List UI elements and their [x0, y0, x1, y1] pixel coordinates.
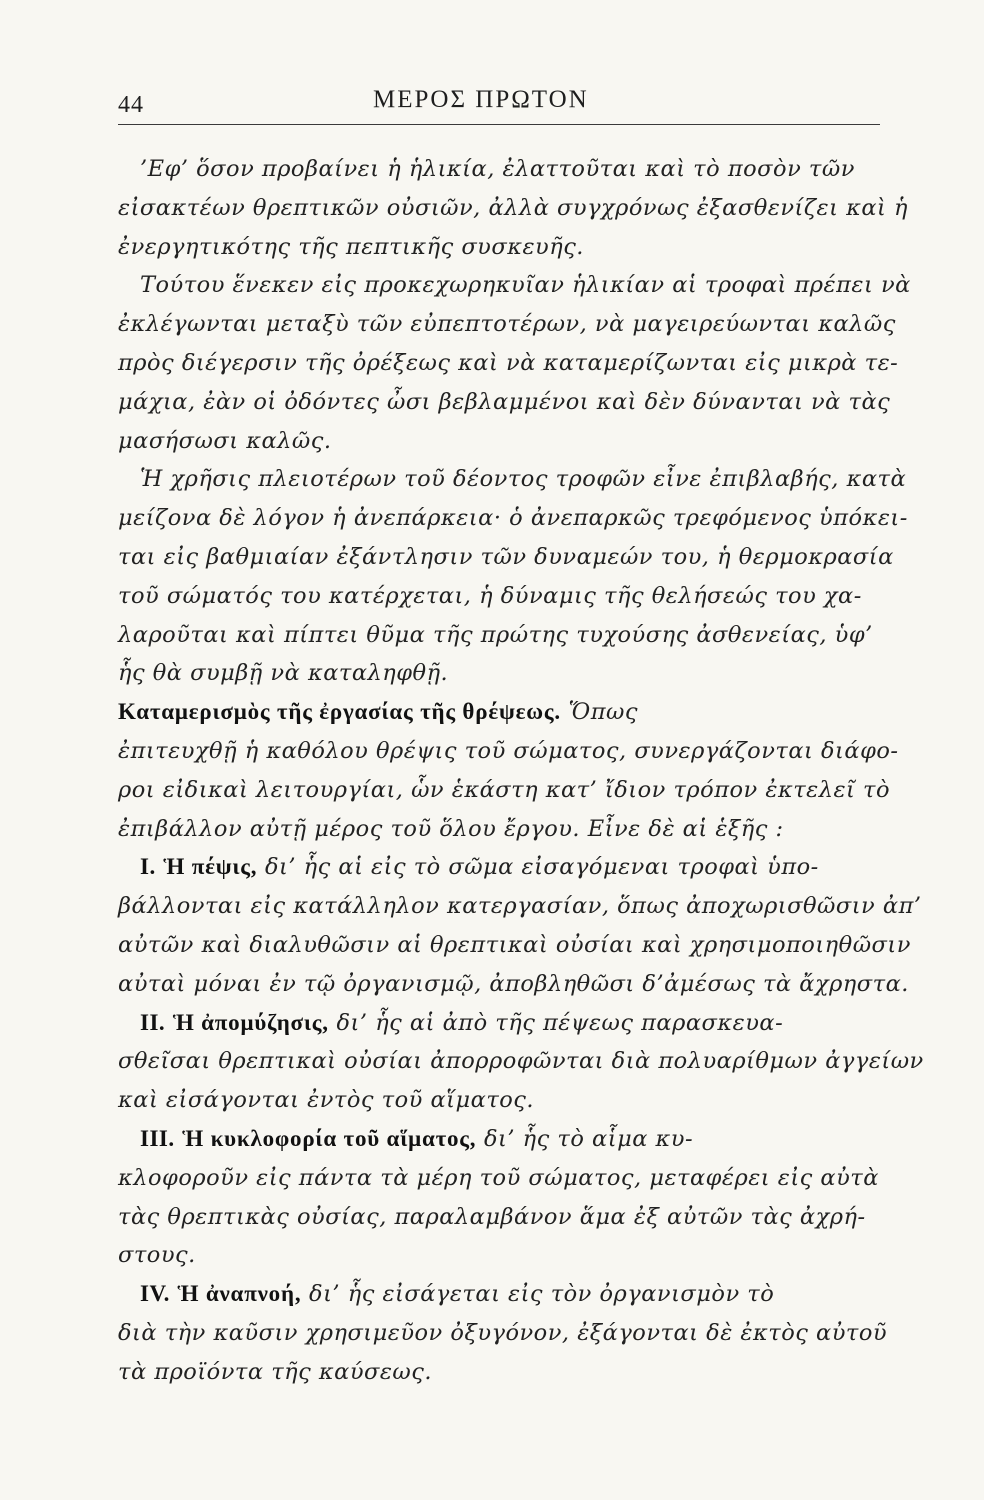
text-line: αὐταὶ μόναι ἐν τῷ ὀργανισμῷ, ἀποβληθῶσι δ’ἀμέσως τὰ ἄχρηστα. [118, 970, 909, 997]
item-term: Ἡ ἀναπνοή, [177, 1281, 302, 1307]
text-line: ροι εἰδικαὶ λειτουργίαι, ὧν ἑκάστη κατ’ ἴδιον τρόπον ἐκτελεῖ τὸ [118, 776, 891, 803]
text-line: πρὸς διέγερσιν τῆς ὀρέξεως καὶ νὰ καταμερίζωνται εἰς μικρὰ τε- [118, 349, 899, 376]
item-numeral: II. [140, 1009, 166, 1035]
header-rule [118, 124, 880, 125]
item-text: δι’ ἧς εἰσάγεται εἰς τὸν ὀργανισμὸν τὸ [309, 1281, 775, 1308]
item-line [118, 848, 898, 887]
text-line: ἐπιτευχθῇ ἡ καθόλου θρέψις τοῦ σώματος, συνεργάζονται διάφο- [118, 737, 899, 764]
section-heading: Καταμερισμὸς τῆς ἐργασίας τῆς θρέψεως. [118, 699, 561, 725]
item-line [118, 1120, 898, 1159]
text-line: μασήσωσι καλῶς. [118, 427, 332, 454]
item-line [118, 1275, 898, 1314]
page-header [118, 86, 884, 126]
text-line: λαροῦται καὶ πίπτει θῦμα τῆς πρώτης τυχούσης ἀσθενείας, ὑφ’ [118, 621, 873, 648]
item-numeral: IV. [140, 1281, 170, 1307]
item-text: δι’ ἧς τὸ αἷμα κυ- [484, 1125, 694, 1152]
text-line: τοῦ σώματός του κατέρχεται, ἡ δύναμις τῆς θελήσεώς του χα- [118, 582, 862, 609]
text-line: τὰ προϊόντα τῆς καύσεως. [118, 1358, 433, 1385]
text-line: μάχια, ἐὰν οἱ ὀδόντες ὦσι βεβλαμμένοι καὶ δὲν δύνανται νὰ τὰς [118, 388, 891, 415]
text-line: καὶ εἰσάγονται ἐντὸς τοῦ αἵματος. [118, 1087, 535, 1114]
text-line: διὰ τὴν καῦσιν χρησιμεῦον ὀξυγόνον, ἐξάγονται δὲ ἐκτὸς αὐτοῦ [118, 1319, 888, 1346]
item-numeral: III. [140, 1125, 175, 1151]
text-line: Ἡ χρῆσις πλειοτέρων τοῦ δέοντος τροφῶν εἶνε ἐπιβλαβής, κατὰ [140, 466, 907, 493]
text-line: αὐτῶν καὶ διαλυθῶσιν αἱ θρεπτικαὶ οὐσίαι καὶ χρησιμοποιηθῶσιν [118, 931, 911, 958]
item-line [118, 1004, 898, 1043]
section-line [118, 693, 898, 732]
text-line: ἧς θὰ συμβῇ νὰ καταληφθῇ. [118, 660, 449, 687]
text-line: σθεῖσαι θρεπτικαὶ οὐσίαι ἀπορροφῶνται διὰ πολυαρίθμων ἀγγείων [118, 1048, 924, 1075]
item-numeral: I. [140, 854, 156, 880]
text-line: ται εἰς βαθμιαίαν ἐξάντλησιν τῶν δυναμεών του, ἡ θερμοκρασία [118, 543, 894, 570]
text-line: μείζονα δὲ λόγον ἡ ἀνεπάρκεια· ὁ ἀνεπαρκῶς τρεφόμενος ὑπόκει- [118, 505, 908, 532]
page-number: 44 [118, 92, 144, 118]
text-line: ἐπιβάλλον αὐτῇ μέρος τοῦ ὅλου ἔργου. Εἶνε δὲ αἱ ἑξῆς : [118, 815, 784, 842]
text-line: κλοφοροῦν εἰς πάντα τὰ μέρη τοῦ σώματος, μεταφέρει εἰς αὐτὰ [118, 1164, 879, 1191]
text-line: τὰς θρεπτικὰς οὐσίας, παραλαμβάνον ἅμα ἐξ αὐτῶν τὰς ἀχρή- [118, 1203, 866, 1230]
text-line: βάλλονται εἰς κατάλληλον κατεργασίαν, ὅπως ἀποχωρισθῶσιν ἀπ’ [118, 893, 922, 920]
item-term: Ἡ πέψις, [163, 854, 258, 880]
item-term: Ἡ ἀπομύζησις, [172, 1009, 329, 1035]
item-text: δι’ ἧς αἱ ἀπὸ τῆς πέψεως παρασκευα- [336, 1009, 784, 1036]
item-text: δι’ ἧς αἱ εἰς τὸ σῶμα εἰσαγόμεναι τροφαὶ ὑπο- [264, 854, 819, 881]
item-term: Ἡ κυκλοφορία τοῦ αἵματος, [182, 1125, 477, 1151]
text-line: ’Εφ’ ὅσον προβαίνει ἡ ἡλικία, ἐλαττοῦται καὶ τὸ ποσὸν τῶν [140, 156, 855, 182]
section-line-text: Ὅπως [568, 699, 638, 726]
running-head: ΜΕΡΟΣ ΠΡΩΤΟΝ [373, 86, 589, 113]
text-line: στους. [118, 1242, 196, 1269]
text-line: Τούτου ἕνεκεν εἰς προκεχωρηκυῖαν ἡλικίαν αἱ τροφαὶ πρέπει νὰ [140, 272, 911, 299]
text-line: ἐνεργητικότης τῆς πεπτικῆς συσκευῆς. [118, 233, 584, 260]
text-line: εἰσακτέων θρεπτικῶν οὐσιῶν, ἀλλὰ συγχρόνως ἐξασθενίζει καὶ ἡ [118, 194, 908, 221]
text-line: ἐκλέγωνται μεταξὺ τῶν εὐπεπτοτέρων, νὰ μαγειρεύωνται καλῶς [118, 311, 896, 338]
body-text [118, 150, 924, 1392]
